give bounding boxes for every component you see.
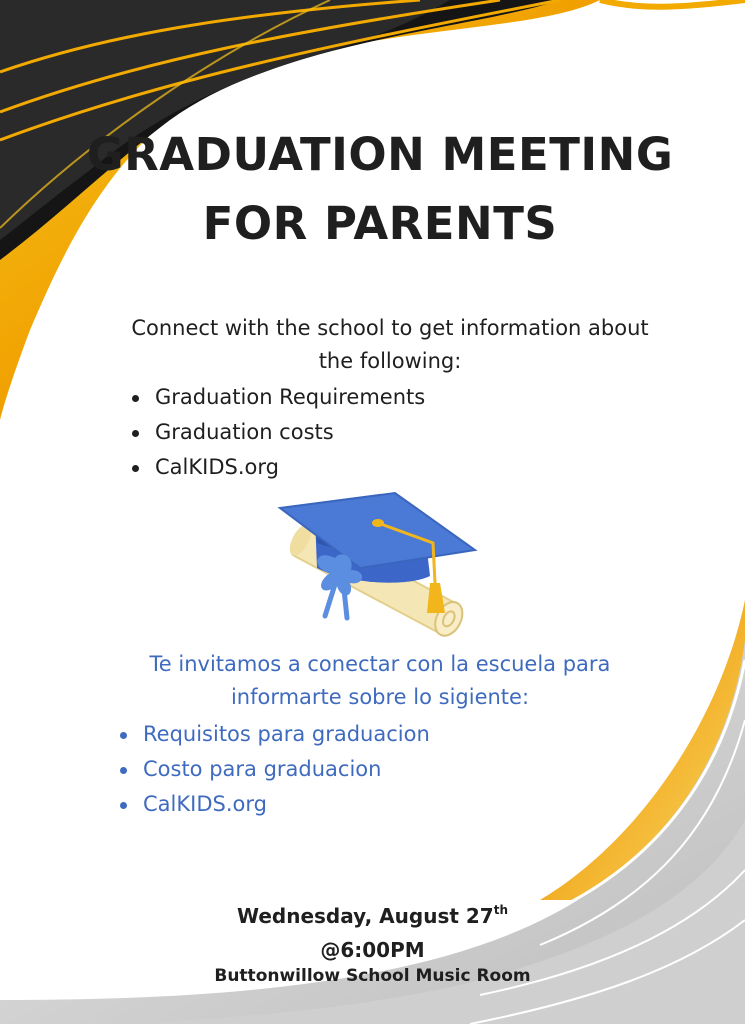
event-date: Wednesday, August 27th xyxy=(237,903,508,928)
title-line-2: FOR PARENTS xyxy=(202,197,558,250)
event-time: @6:00PM xyxy=(320,938,425,962)
graduation-cap-and-diploma-icon xyxy=(275,488,480,638)
date-suffix: th xyxy=(493,903,508,917)
english-list xyxy=(128,380,425,485)
english-intro: Connect with the school to get information about the following: xyxy=(131,316,649,373)
list-item: Costo para graduacion xyxy=(116,752,430,787)
list-item: Graduation costs xyxy=(128,415,425,450)
event-location: Buttonwillow School Music Room xyxy=(214,966,531,986)
list-item: CalKIDS.org xyxy=(128,450,425,485)
spanish-list xyxy=(116,717,430,822)
list-item: Requisitos para graduacion xyxy=(116,717,430,752)
title-line-1: GRADUATION MEETING xyxy=(86,128,674,181)
list-item: Graduation Requirements xyxy=(128,380,425,415)
spanish-intro: Te invitamos a conectar con la escuela para informarte sobre lo sigiente: xyxy=(149,652,611,709)
list-item: CalKIDS.org xyxy=(116,787,430,822)
event-datetime xyxy=(0,893,745,967)
